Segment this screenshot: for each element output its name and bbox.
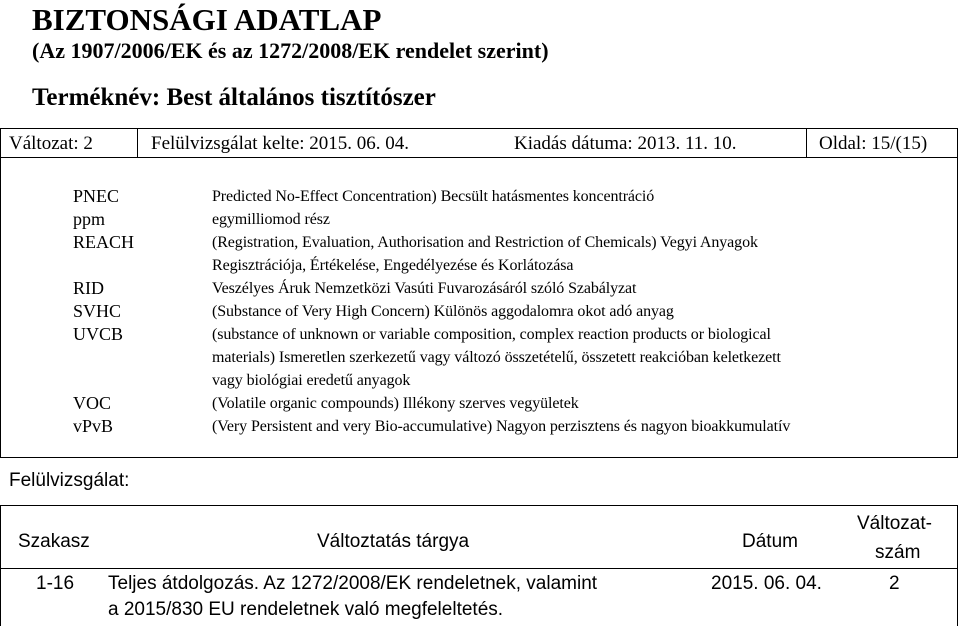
abbr-def-uvcb-1: (substance of unknown or variable composition, complex reaction products or biological	[212, 326, 771, 343]
issue-date: Kiadás dátuma: 2013. 11. 10.	[514, 133, 737, 154]
abbr-def-voc: (Volatile organic compounds) Illékony szerves vegyületek	[212, 395, 579, 412]
row-subject-2: a 2015/830 EU rendeletnek való megfeleltetés.	[108, 599, 504, 620]
abbr-key-vpvb: vPvB	[73, 416, 114, 436]
version-info-row	[0, 128, 958, 158]
abbr-key-reach: REACH	[73, 232, 135, 252]
header-version-1: Változat-	[857, 513, 932, 534]
abbr-key-voc: VOC	[73, 393, 112, 413]
abbr-def-ppm: egymilliomod rész	[212, 211, 330, 228]
abbr-key-ppm: ppm	[73, 209, 106, 229]
revision-date: Felülvizsgálat kelte: 2015. 06. 04.	[151, 133, 410, 154]
header-version-2: szám	[875, 542, 921, 563]
header-section: Szakasz	[18, 531, 90, 552]
abbr-def-vpvb: (Very Persistent and very Bio-accumulative) Nagyon perzisztens és nagyon bioakkumulatív	[212, 418, 791, 435]
revision-label: Felülvizsgálat:	[9, 470, 130, 491]
product-name: Terméknév: Best általános tisztítószer	[32, 84, 436, 111]
row-version: 2	[889, 573, 900, 594]
header-date: Dátum	[742, 531, 798, 552]
abbr-key-uvcb: UVCB	[73, 324, 124, 344]
row-section: 1-16	[36, 573, 75, 594]
page-number: Oldal: 15/(15)	[819, 133, 928, 154]
header-subject: Változtatás tárgya	[317, 531, 470, 552]
abbr-key-rid: RID	[73, 278, 104, 298]
abbr-key-svhc: SVHC	[73, 301, 122, 321]
revision-table	[0, 505, 958, 626]
abbr-def-uvcb-2: materials) Ismeretlen szerkezetű vagy változó összetételű, összetett reakcióban keletkezett	[212, 349, 781, 366]
abbreviation-list	[0, 157, 958, 458]
abbr-def-rid: Veszélyes Áruk Nemzetközi Vasúti Fuvarozásáról szóló Szabályzat	[212, 280, 637, 297]
row-subject-1: Teljes átdolgozás. Az 1272/2008/EK rendeletnek, valamint	[108, 573, 598, 594]
document-subtitle: (Az 1907/2006/EK és az 1272/2008/EK rendelet szerint)	[32, 38, 549, 63]
abbr-def-reach-1: (Registration, Evaluation, Authorisation and Restriction of Chemicals) Vegyi Anyagok	[212, 234, 758, 251]
abbr-def-reach-2: Regisztrációja, Értékelése, Engedélyezése és Korlátozása	[212, 257, 574, 274]
document-title: BIZTONSÁGI ADATLAP	[32, 2, 382, 37]
abbr-def-uvcb-3: vagy biológiai eredetű anyagok	[212, 372, 411, 389]
version-number: Változat: 2	[9, 133, 93, 154]
abbr-def-svhc: (Substance of Very High Concern) Különös aggodalomra okot adó anyag	[212, 303, 674, 320]
abbr-key-pnec: PNEC	[73, 186, 120, 206]
row-date: 2015. 06. 04.	[711, 573, 822, 594]
abbr-def-pnec: Predicted No-Effect Concentration) Becsült hatásmentes koncentráció	[212, 188, 655, 205]
